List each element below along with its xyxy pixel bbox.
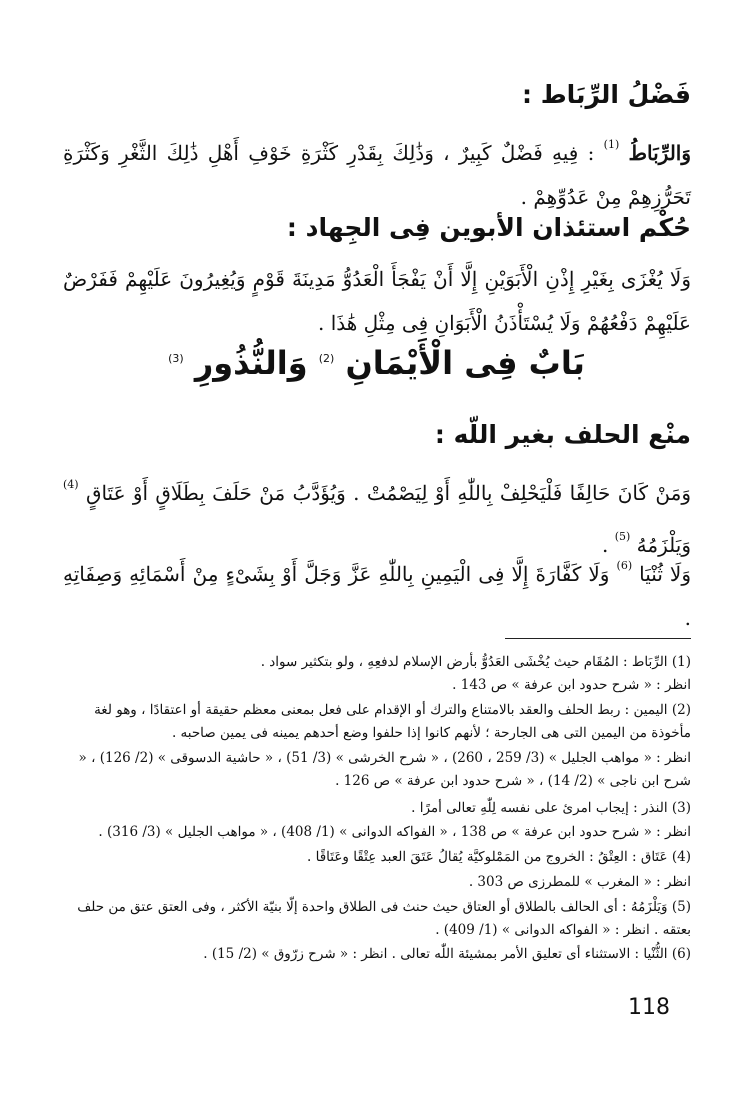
footnote-2-ref: انظر : « مواهب الجليل » (3/ 259 ، 260) ، « شرح الخرشى » (3/ 51) ، « حاشية الدسوقى » (2/ 126) ، « شرح ابن ناجى » (2/ 14) ، « شرح حدود ابن عرفة » ص 126 .: [78, 750, 691, 789]
heading-ribat: فَضْلُ الرِّبَاط :: [522, 80, 691, 109]
footnote-ref-1: (1): [603, 138, 620, 151]
footnote-separator: [505, 638, 691, 639]
heading-parents: حُكْم استئذان الأبوين فِى الجِهاد :: [286, 213, 691, 242]
footnote-ref-4: (4): [63, 478, 79, 491]
ribat-text: : فِيهِ فَضْلٌ كَبِيرٌ ، وَذَٰلِكَ بِقَدْرِ كَثْرَةِ خَوْفِ أَهْلِ ذَٰلِكَ الثَّغْرِ وَكَثْرَةِ تَحَرُّزِهِمْ مِنْ عَدُوِّهِمْ .: [63, 141, 691, 209]
page-number: 118: [628, 995, 670, 1020]
paragraph-ribat: [63, 123, 691, 219]
footnote-ref-6: (6): [616, 559, 633, 572]
footnote-5: (5) وَيَلْزَمُهُ : أى الحالف بالطلاق أو العتاق حيث حنث فى الطلاق واحدة إلّا بنيّة الأكثر ، وفى العتق عتق من حلف بعتقه . انظر : « الفواكه الدوانى » (1/ 409) .: [77, 899, 691, 938]
heading-oath: منْع الحلف بغير اللّه :: [434, 420, 691, 449]
oath-binding: وَيَلْزَمُهُ: [636, 533, 691, 557]
footnote-ref-3: (3): [168, 352, 184, 365]
paragraph-parents: وَلَا يُغْزَى بِغَيْرِ إِذْنِ الْأَبَوَيْنِ إِلَّا أَنْ يَفْجَأَ الْعَدُوُّ مَدِينَةَ قَوْمٍ وَيُغِيرُونَ عَلَيْهِمْ فَفَرْضٌ عَلَيْهِمْ دَفْعُهُمْ وَلَا يُسْتَأْذَنُ الْأَبَوَانِ فِى مِثْلِ هَٰذَا .: [63, 267, 691, 335]
footnote-1-ref: انظر : « شرح حدود ابن عرفة » ص 143 .: [452, 677, 691, 693]
expiation-text: وَلَا كَفَّارَةَ إِلَّا فِى الْيَمِينِ بِاللّٰهِ عَزَّ وَجَلَّ أَوْ بِشَىْءٍ مِنْ أَسْمَائِهِ وَصِفَاتِهِ .: [63, 562, 691, 630]
exception-term: وَلَا ثُنْيَا: [639, 562, 691, 586]
term-ribat: وَالرِّبَاطُ: [628, 141, 691, 165]
chapter-part-oaths: بَابٌ فِى الْأَيْمَانِ: [345, 344, 585, 382]
footnote-4: (4) عَتَاق : العِتْقُ : الخروج من المَمْلوكيَّة يُقالُ عَتَقَ العبد عِتْقًا وعَتَاقًا .: [307, 849, 691, 865]
oath-end: .: [602, 533, 609, 557]
footnote-ref-5: (5): [614, 530, 631, 543]
footnote-6: (6) الثُّنْيا : الاستثناء أى تعليق الأمر بمشيئة اللّٰه تعالى . انظر : « شرح زرّوق » (2/ 15) .: [203, 946, 691, 962]
footnote-3: (3) النذر : إيجاب امرئ على نفسه لِلّٰهِ تعالى أمرًا .: [411, 800, 691, 816]
footnote-2: (2) اليمين : ربط الحلف والعقد بالامتناع والترك أو الإقدام على فعل بمعنى معظم حقيقة أو اعتقادًا ، وهو لغة مأخوذة من اليمين التى هى الجارحة ؛ لأنهم كانوا إذا حلفوا وضع أحدهم يمينه فى يمين صاحبه .: [94, 702, 691, 741]
chapter-part-vows: وَالنُّذُورِ: [194, 344, 308, 382]
paragraph-oath-2: [63, 544, 691, 640]
footnote-ref-2: (2): [318, 352, 335, 365]
footnote-1: (1) الرِّبَاط : المُقَام حيث يُخْشَى العَدُوُّ بأرض الإسلام لدفعِهِ ، ولو بتكثير سواد .: [260, 654, 691, 670]
chapter-title: [0, 344, 753, 382]
oath-text: وَمَنْ كَانَ حَالِفًا فَلْيَحْلِفْ بِاللّٰهِ أَوْ لِيَصْمُتْ . وَيُؤَدَّبُ مَنْ حَلَفَ بِطَلَاقٍ أَوْ عَتَاقٍ: [85, 481, 691, 505]
footnote-4-ref: انظر : « المغرب » للمطرزى ص 303 .: [468, 874, 691, 890]
footnote-3-ref: انظر : « شرح حدود ابن عرفة » ص 138 ، « الفواكه الدوانى » (1/ 408) ، « مواهب الجليل » (3/ 316) .: [98, 824, 691, 840]
